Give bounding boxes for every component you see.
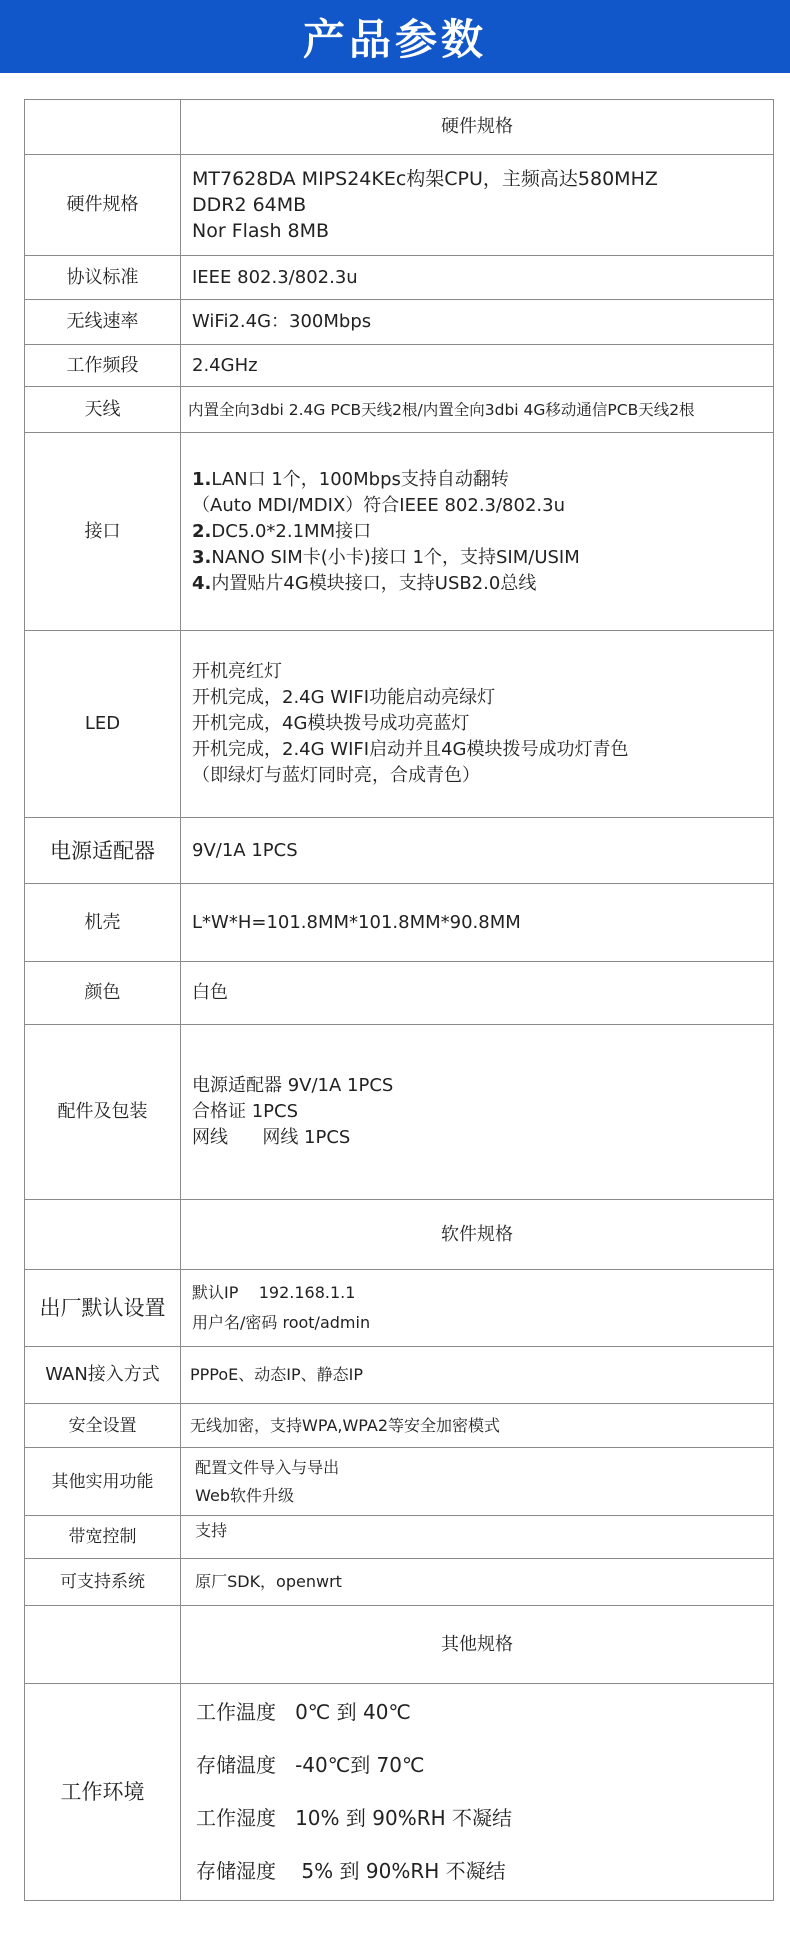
value-line: 网线 网线 1PCS xyxy=(192,1127,351,1148)
list-item xyxy=(192,571,769,597)
table-row xyxy=(25,1270,774,1347)
row-label: 安全设置 xyxy=(25,1404,181,1448)
value-line: 开机完成，4G模块拨号成功亮蓝灯 xyxy=(192,713,470,734)
row-value: 白色 xyxy=(181,962,774,1025)
row-label: 硬件规格 xyxy=(25,155,181,256)
table-row xyxy=(25,631,774,818)
value-line: 默认IP 192.168.1.1 xyxy=(192,1283,356,1302)
list-item xyxy=(192,545,769,571)
row-label: 电源适配器 xyxy=(25,818,181,884)
row-label: 接口 xyxy=(25,433,181,631)
section-title: 硬件规格 xyxy=(181,100,774,155)
item-number: 1. xyxy=(192,468,212,490)
table-row xyxy=(25,1559,774,1606)
row-label: 其他实用功能 xyxy=(25,1448,181,1516)
value-line: 工作温度 0℃ 到 40℃ xyxy=(196,1700,411,1724)
row-value: 无线加密，支持WPA,WPA2等安全加密模式 xyxy=(181,1404,774,1448)
table-row xyxy=(25,1347,774,1404)
value-line: 电源适配器 9V/1A 1PCS xyxy=(192,1075,394,1096)
value-line: （即绿灯与蓝灯同时亮，合成青色） xyxy=(192,765,480,786)
row-value: PPPoE、动态IP、静态IP xyxy=(181,1347,774,1404)
row-value: 原厂SDK，openwrt xyxy=(181,1559,774,1606)
item-text: （Auto MDI/MDIX）符合IEEE 802.3/802.3u xyxy=(192,494,565,516)
row-label: 出厂默认设置 xyxy=(25,1270,181,1347)
item-number: 4. xyxy=(192,572,212,594)
item-text: 内置贴片4G模块接口，支持USB2.0总线 xyxy=(211,572,537,594)
row-value: 2.4GHz xyxy=(181,345,774,387)
section-label-empty xyxy=(25,1606,181,1684)
row-label: WAN接入方式 xyxy=(25,1347,181,1404)
table-row xyxy=(25,387,774,433)
section-title: 软件规格 xyxy=(181,1200,774,1270)
section-label-empty xyxy=(25,1200,181,1270)
row-label: 无线速率 xyxy=(25,300,181,345)
section-title: 其他规格 xyxy=(181,1606,774,1684)
item-text: LAN口 1个，100Mbps支持自动翻转 xyxy=(211,468,509,490)
value-line: 配置文件导入与导出 xyxy=(190,1457,340,1477)
list-item xyxy=(192,467,769,493)
table-row xyxy=(25,962,774,1025)
value-line: MT7628DA MIPS24KEc构架CPU，主频高达580MHZ xyxy=(192,168,658,190)
row-value xyxy=(181,1448,774,1516)
row-label: 天线 xyxy=(25,387,181,433)
banner-title: 产品参数 xyxy=(302,14,487,64)
row-value: WiFi2.4G：300Mbps xyxy=(181,300,774,345)
section-label-empty xyxy=(25,100,181,155)
section-header-row xyxy=(25,1200,774,1270)
row-value: L*W*H=101.8MM*101.8MM*90.8MM xyxy=(181,884,774,962)
value-line: 开机亮红灯 xyxy=(192,661,282,682)
table-row xyxy=(25,818,774,884)
table-row xyxy=(25,1404,774,1448)
table-row xyxy=(25,1448,774,1516)
value-line: 存储湿度 5% 到 90%RH 不凝结 xyxy=(196,1859,506,1883)
table-row xyxy=(25,256,774,300)
row-label: 工作环境 xyxy=(25,1684,181,1901)
row-value xyxy=(181,155,774,256)
table-row xyxy=(25,345,774,387)
value-line: Web软件升级 xyxy=(190,1485,294,1505)
row-value xyxy=(181,1684,774,1901)
section-header-row xyxy=(25,1606,774,1684)
row-value xyxy=(181,433,774,631)
value-line: 开机完成，2.4G WIFI功能启动亮绿灯 xyxy=(192,687,496,708)
row-label: 可支持系统 xyxy=(25,1559,181,1606)
row-value xyxy=(181,631,774,818)
row-value: IEEE 802.3/802.3u xyxy=(181,256,774,300)
value-line: DDR2 64MB xyxy=(192,194,307,216)
row-label: 带宽控制 xyxy=(25,1516,181,1559)
row-label: 配件及包装 xyxy=(25,1025,181,1200)
value-line: 用户名/密码 root/admin xyxy=(192,1313,371,1332)
value-line: 开机完成，2.4G WIFI启动并且4G模块拨号成功灯青色 xyxy=(192,739,629,760)
table-row xyxy=(25,300,774,345)
row-label: 机壳 xyxy=(25,884,181,962)
row-value: 支持 xyxy=(181,1516,774,1559)
spec-table xyxy=(24,99,774,1901)
list-item xyxy=(192,493,769,519)
value-line: 合格证 1PCS xyxy=(192,1101,299,1122)
item-number: 3. xyxy=(192,546,212,568)
table-row xyxy=(25,884,774,962)
row-label: 颜色 xyxy=(25,962,181,1025)
row-value: 9V/1A 1PCS xyxy=(181,818,774,884)
row-label: 工作频段 xyxy=(25,345,181,387)
row-label: 协议标准 xyxy=(25,256,181,300)
value-line: Nor Flash 8MB xyxy=(192,220,330,242)
item-text: NANO SIM卡(小卡)接口 1个，支持SIM/USIM xyxy=(211,546,580,568)
row-value: 内置全向3dbi 2.4G PCB天线2根/内置全向3dbi 4G移动通信PCB天线2根 xyxy=(181,387,774,433)
value-line: 存储温度 -40℃到 70℃ xyxy=(196,1753,425,1777)
table-row xyxy=(25,1516,774,1559)
row-value xyxy=(181,1270,774,1347)
table-row xyxy=(25,1684,774,1901)
row-label: LED xyxy=(25,631,181,818)
item-text: DC5.0*2.1MM接口 xyxy=(211,520,372,542)
value-line: 工作湿度 10% 到 90%RH 不凝结 xyxy=(196,1806,512,1830)
table-row xyxy=(25,155,774,256)
row-value xyxy=(181,1025,774,1200)
list-item xyxy=(192,519,769,545)
section-header-row xyxy=(25,100,774,155)
page-banner xyxy=(0,0,790,73)
table-row xyxy=(25,1025,774,1200)
item-number: 2. xyxy=(192,520,212,542)
table-row xyxy=(25,433,774,631)
